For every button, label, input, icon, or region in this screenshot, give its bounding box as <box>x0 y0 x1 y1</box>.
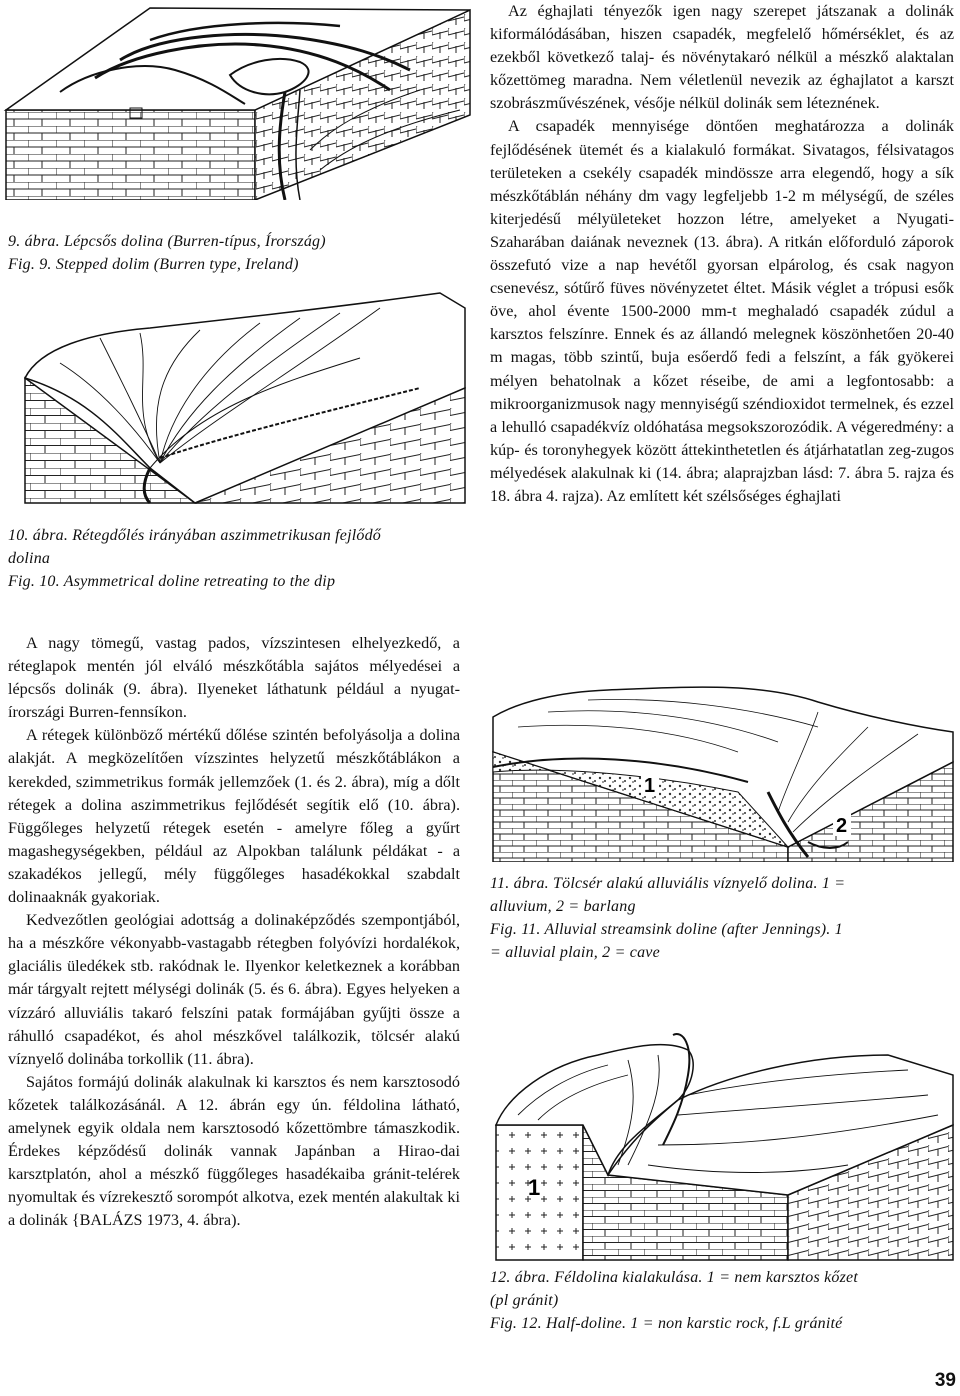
figure-9-stepped-doline <box>0 0 480 200</box>
figure-10-caption-hu-1: 10. ábra. Rétegdőlés irányában aszimmetrikusan fejlődő <box>8 527 381 544</box>
figure-11-caption <box>490 872 845 964</box>
figure-11-caption-en-1: Fig. 11. Alluvial streamsink doline (after Jennings). 1 <box>490 921 843 938</box>
left-paragraph-4: Sajátos formájú dolinák alakulnak ki karsztos és nem karsztosodó kőzetek találkozásánál. A 12. ábrán egy ún. féldolina látható, amelynek egyik oldala nem karsztosodó kőzettömbre támaszkodik. Érdekes képződésű dolinák vannak Japánban a Hirao-dai karsztplatón, ahol a mészkő függőleges hasadékaiba gránit-telérek nyomultak és vízrekesztő sorompót alkotva, ezek mentén alakultak ki a dolinák {BALÁZS 1973, 4. ábra). <box>8 1072 460 1230</box>
figure-11-alluvial-streamsink <box>488 672 958 862</box>
right-column-text <box>490 0 954 508</box>
figure-12-caption-hu-2: (pl gránit) <box>490 1292 559 1309</box>
figure-9-caption-en: Fig. 9. Stepped dolim (Burren type, Ireland) <box>8 256 299 273</box>
right-paragraph-2: A csapadék mennyisége döntően meghatározza a dolinák fejlődésének ütemét és a kialakuló formákat. Sivatagos, félsivatagos területeken a csekély csapadék mindössze arra elegendő, hogy a sík mészkőtáblán néhány dm vagy legfeljebb 1-2 m mélységű, de széles kiterjedésű mélyületeket hozzon létre, amelyeket a Nyugati-Szaharában daiának neveznek (13. ábra). A ritkán előforduló záporok összefutó vize a nap hevétől gyorsan elpárolog, és csak nagyon csenevész, sótűrő füves növényzetet éltet. Másik véglet a trópusi esők öve, ahol évente 1500-2000 mm-t meghaladó csapadék zúdul a karsztos felszínre. Ennek és az állandó melegnek köszönhetően 20-40 m magas, több szintű, buja esőerdő fedi a felszínt, a fák gyökerei mélyen behatolnak a kőzet réseibe, de ami a legfontosabb: a mikroorganizmusok nagy mennyiségű széndioxidot termelnek, és ezzel a lehulló csapadékvíz oldóhatása megsokszorozódik. A végeredmény: a kúp- és toronyhegyek között áttekinthetetlen és átjárhatatlan zeg-zugos mélyedések alakulnak ki (14. ábra; alaprajzban lásd: 7. ábra 5. rajza és 18. ábra 4. rajza). Az említett két szélsőséges éghajlati <box>490 117 954 505</box>
figure-12-caption <box>490 1266 858 1335</box>
figure-10-caption-hu-2: dolina <box>8 550 51 567</box>
figure-12-label-1: 1 <box>528 1175 541 1200</box>
figure-10-caption-en: Fig. 10. Asymmetrical doline retreating to the dip <box>8 573 336 590</box>
right-paragraph-1: Az éghajlati tényezők igen nagy szerepet játszanak a dolinák kiformálódásában, hiszen csapadék, megfelelő hőmérséklet, és az ezekből következő talaj- és növénytakaró nélkül a mészkő alaktalan kőzettömeg maradna. Nem véletlenül nevezik az éghajlatot a karszt szobrászművészének, vésője nélkül dolinák sem léteznének. <box>490 2 954 113</box>
figure-12-half-doline <box>488 1015 958 1265</box>
figure-10-caption <box>8 524 381 593</box>
figure-12-caption-en: Fig. 12. Half-doline. 1 = non karstic rock, f.L gránité <box>490 1315 843 1332</box>
figure-9-caption <box>8 230 326 276</box>
left-paragraph-2: A rétegek különböző mértékű dőlése szintén befolyásolja a dolina alakját. A megközelítően vízszintes helyzetű mészkőtáblákon a kerekded, szimmetrikus formák jellemzőek (1. és 2. ábra), míg a dőlt rétegek a dolina aszimmetrikus fejlődését segítik elő (10. ábra). Függőleges helyzetű rétegek esetén - amelyre főleg a gyűrt magashegységekben, például az Alpokban találunk példákat - a szakadékos jellegű, mély függőleges hasadékokkal szabdalt dolinaaknák gyakoriak. <box>8 726 460 907</box>
figure-11-caption-hu-1: 11. ábra. Tölcsér alakú alluviális víznyelő dolina. 1 = <box>490 875 846 892</box>
left-paragraph-3: Kedvezőtlen geológiai adottság a dolinaképződés szempontjából, ha a mészkőre vékonyabb-vastagabb rétegben folyóvízi hordalékok, glaciális üledékek stb. rakódnak le. Ilyenkor keletkeznek a korábban már tárgyalt rejtett mélységi dolinák (5. és 6. ábra). Egyes helyeken a vízzáró alluviális takaró felszíni patak formájában gyűjti össze a ráhulló csapadékot, és ahol mészkővel találkozik, tölcsér alakú víznyelő dolinába torkollik (11. ábra). <box>8 911 460 1068</box>
page-number: 39 <box>934 1370 956 1391</box>
left-paragraph-1: A nagy tömegű, vastag pados, vízszintesen elhelyezkedő, a réteglapok mentén jól elváló mészkőtábla sajátos mélyedései a lépcsős dolinák (9. ábra). Ilyeneket láthatunk például a nyugat-írországi Burren-fennsíkon. <box>8 634 460 722</box>
figure-11-caption-en-2: = alluvial plain, 2 = cave <box>490 944 660 961</box>
figure-12-caption-hu-1: 12. ábra. Féldolina kialakulása. 1 = nem karsztos kőzet <box>490 1269 858 1286</box>
left-column-text <box>8 632 460 1232</box>
figure-10-asymmetrical-doline <box>0 288 470 510</box>
figure-11-label-1: 1 <box>644 775 656 797</box>
figure-11-label-2: 2 <box>836 815 848 837</box>
figure-9-caption-hu: 9. ábra. Lépcsős dolina (Burren-típus, Írország) <box>8 233 326 250</box>
figure-11-caption-hu-2: alluvium, 2 = barlang <box>490 898 636 915</box>
